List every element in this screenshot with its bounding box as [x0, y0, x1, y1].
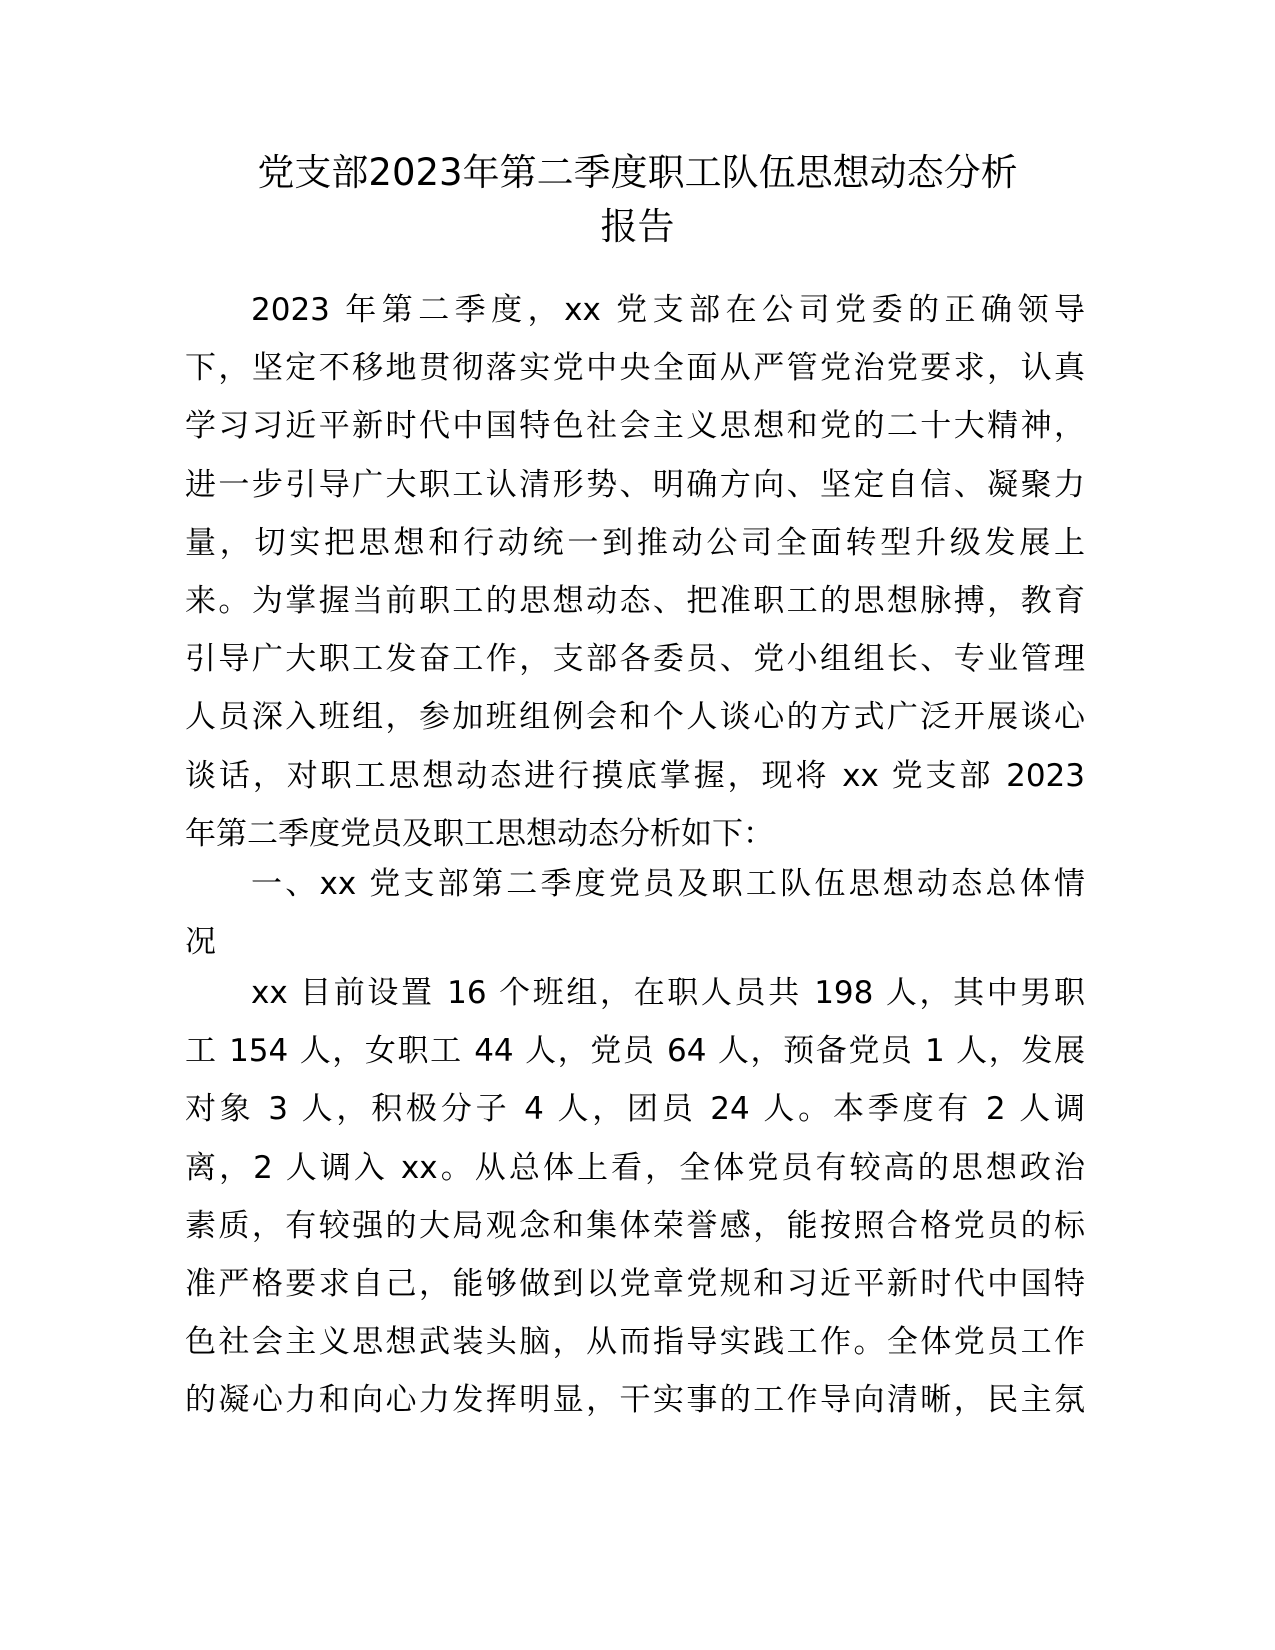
- text-line: 量，切实把思想和行动统一到推动公司全面转型升级发展上: [185, 524, 1085, 561]
- text-line: 下，坚定不移地贯彻落实党中央全面从严管党治党要求，认真: [185, 350, 1085, 387]
- section-heading-1: [185, 855, 1085, 971]
- text-line: 来。为掌握当前职工的思想动态、把准职工的思想脉搏，教育: [185, 583, 1085, 620]
- text-line: xx 目前设置 16 个班组，在职人员共 198 人，其中男职: [251, 975, 1085, 1011]
- text-line: 学习习近平新时代中国特色社会主义思想和党的二十大精神，: [185, 408, 1085, 445]
- text-line: 离，2 人调入 xx。从总体上看，全体党员有较高的思想政治: [185, 1149, 1085, 1186]
- text-line: 素质，有较强的大局观念和集体荣誉感，能按照合格党员的标: [185, 1207, 1085, 1244]
- text-line: 对象 3 人，积极分子 4 人，团员 24 人。本季度有 2 人调: [185, 1091, 1085, 1128]
- text-line: 况: [185, 924, 216, 961]
- text-line: 引导广大职工发奋工作，支部各委员、党小组组长、专业管理: [185, 641, 1085, 678]
- text-line: 的凝心力和向心力发挥明显，干实事的工作导向清晰，民主氛: [185, 1382, 1085, 1419]
- text-line: 人员深入班组，参加班组例会和个人谈心的方式广泛开展谈心: [185, 699, 1085, 736]
- text-line: 年第二季度党员及职工思想动态分析如下：: [185, 815, 774, 852]
- paragraph-intro: [185, 281, 1085, 863]
- text-line: 一、xx 党支部第二季度党员及职工队伍思想动态总体情: [251, 866, 1085, 902]
- text-line: 准严格要求自己，能够做到以党章党规和习近平新时代中国特: [185, 1266, 1085, 1303]
- text-line: 2023 年第二季度，xx 党支部在公司党委的正确领导: [251, 292, 1085, 328]
- text-line: 进一步引导广大职工认清形势、明确方向、坚定自信、凝聚力: [185, 466, 1085, 503]
- title-line: 报告: [600, 205, 675, 248]
- text-line: 谈话，对职工思想动态进行摸底掌握，现将 xx 党支部 2023: [185, 757, 1085, 794]
- text-line: 色社会主义思想武装头脑，从而指导实践工作。全体党员工作: [185, 1324, 1085, 1361]
- paragraph-overview: [185, 964, 1085, 1430]
- text-line: 工 154 人，女职工 44 人，党员 64 人，预备党员 1 人，发展: [185, 1033, 1085, 1070]
- document-title: [150, 146, 1125, 254]
- title-line: 党支部2023年第二季度职工队伍思想动态分析: [257, 151, 1018, 194]
